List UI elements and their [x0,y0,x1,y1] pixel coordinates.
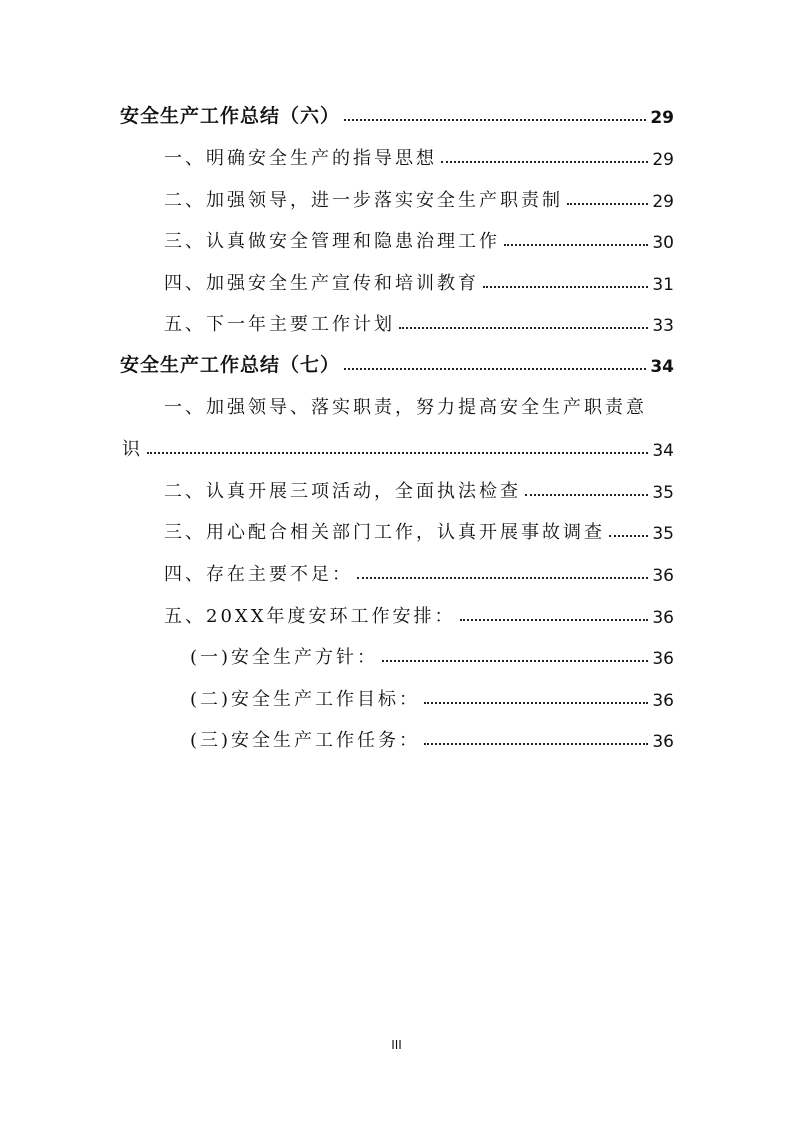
toc-entry-title: 一、加强领导、落实职责，努力提高安全生产职责意 [164,397,647,418]
toc-entry[interactable] [164,558,674,586]
dot-leader [460,619,649,621]
toc-entry-title: 三、认真做安全管理和隐患治理工作 [164,231,500,252]
toc-entry-page: 34 [652,441,674,461]
dot-leader [525,494,648,496]
toc-entry-page: 36 [652,566,674,586]
toc-entry[interactable] [164,516,674,544]
page-number: III [391,1038,402,1052]
toc-entry[interactable] [122,433,674,461]
toc-entry-page: 29 [650,108,674,128]
toc-entry[interactable] [120,100,674,128]
toc-entry-title: 一、明确安全生产的指导思想 [164,148,437,169]
dot-leader [344,119,646,121]
dot-leader [441,161,648,163]
dot-leader [399,327,648,329]
toc-entry[interactable] [120,349,674,377]
dot-leader [382,660,648,662]
toc-entry-title: 四、存在主要不足： [164,564,353,585]
toc-entry-page: 33 [652,316,674,336]
dot-leader [567,203,648,205]
toc-entry[interactable] [164,308,674,336]
toc-entry-page: 36 [652,608,674,628]
toc-entry-title: 安全生产工作总结（七） [120,354,341,376]
toc-entry[interactable] [164,225,674,253]
toc-entry[interactable] [164,600,674,628]
dot-leader [344,368,646,370]
dot-leader [424,702,648,704]
toc-entry-title: (一)安全生产方针： [190,647,379,668]
toc-entry-page: 36 [652,649,674,669]
dot-leader [483,286,648,288]
toc-entry[interactable] [164,142,674,170]
toc-entry-title: (三)安全生产工作任务： [190,730,421,751]
toc-entry[interactable] [190,724,674,752]
toc-entry-title: 安全生产工作总结（六） [120,105,341,127]
toc-entry-page: 36 [652,732,674,752]
toc-entry[interactable] [190,683,674,711]
toc-entry-page: 29 [652,192,674,212]
toc-entry-page: 31 [652,275,674,295]
toc-entry-title: 四、加强安全生产宣传和培训教育 [164,273,479,294]
toc-entry-title-continued: 识 [122,439,143,460]
toc-entry-page: 35 [652,483,674,503]
toc-entry[interactable] [164,267,674,295]
toc-entry-title: 二、认真开展三项活动，全面执法检查 [164,481,521,502]
toc-entry-title: 三、用心配合相关部门工作，认真开展事故调查 [164,522,605,543]
toc-entry-title: (二)安全生产工作目标： [190,689,421,710]
dot-leader [424,743,648,745]
toc-entry-page: 29 [652,150,674,170]
toc-entry-page: 34 [650,357,674,377]
toc-entry[interactable] [164,475,674,503]
toc-entry-page: 35 [652,524,674,544]
dot-leader [504,244,648,246]
toc-entry-title: 五、下一年主要工作计划 [164,314,395,335]
toc-entry-title: 五、20XX年度安环工作安排： [164,606,456,627]
toc-entry[interactable] [164,184,674,212]
toc-entry-line1[interactable] [164,391,674,419]
dot-leader [609,535,648,537]
toc-entry-page: 30 [652,233,674,253]
dot-leader [147,452,648,454]
toc-entry-page: 36 [652,691,674,711]
dot-leader [357,577,648,579]
toc-entry[interactable] [190,641,674,669]
toc-entry-title: 二、加强领导，进一步落实安全生产职责制 [164,190,563,211]
